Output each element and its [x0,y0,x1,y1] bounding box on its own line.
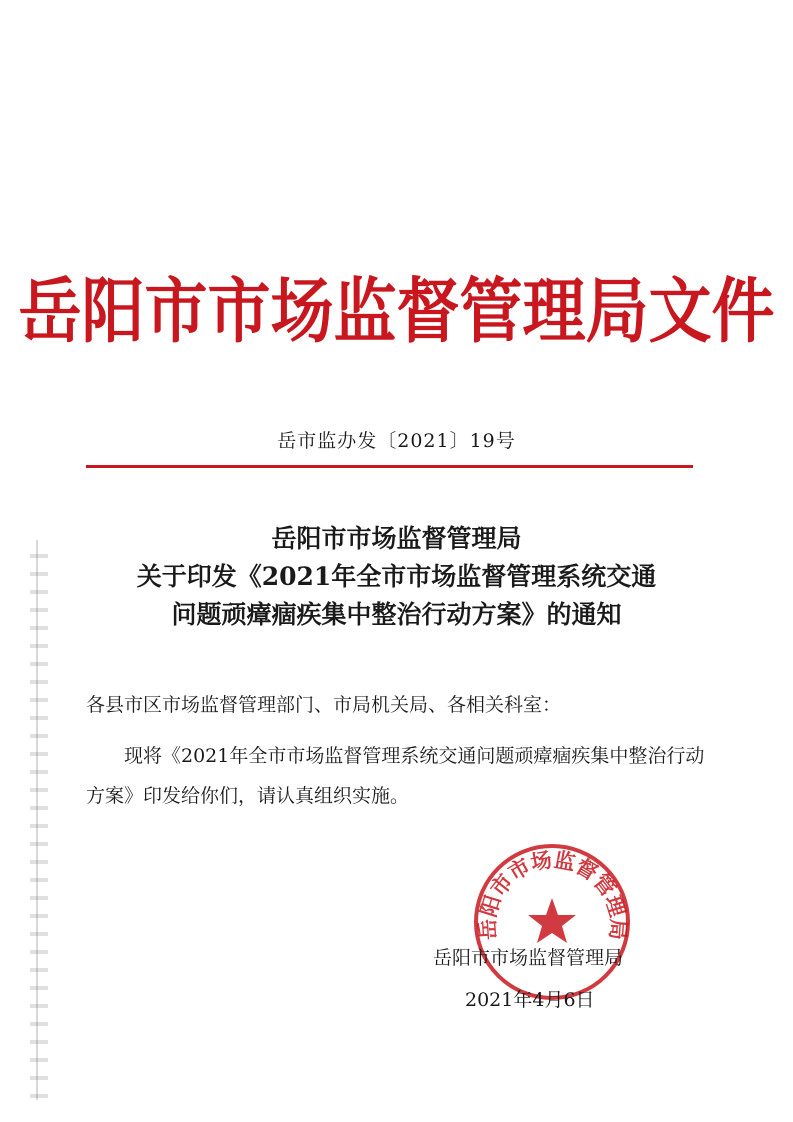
seal-star [528,898,576,943]
document-title [0,520,793,634]
seal-text: 岳阳市市场监督管理局 [475,847,631,941]
title-line-2: 关于印发《2021年全市市场监督管理系统交通 [136,562,657,591]
issue-date: 2021年4月6日 [465,989,595,1011]
title-line-1: 岳阳市市场监督管理局 [271,524,522,553]
issuer-signature: 岳阳市市场监督管理局 [433,947,624,969]
title-line-3: 问题顽瘴痼疾集中整治行动方案》的通知 [171,600,622,629]
body-paragraph: 现将《2021年全市市场监督管理系统交通问题顽瘴痼疾集中整治行动方案》印发给你们，请认真组织实施。 [86,745,705,807]
document-masthead: 岳阳市市场监督管理局文件 [18,270,775,353]
official-seal [470,840,635,1005]
red-divider [86,465,693,468]
document-number: 岳市监办发〔2021〕19号 [277,430,516,452]
addressee: 各县市区市场监督管理部门、市局机关局、各相关科室： [86,694,562,716]
